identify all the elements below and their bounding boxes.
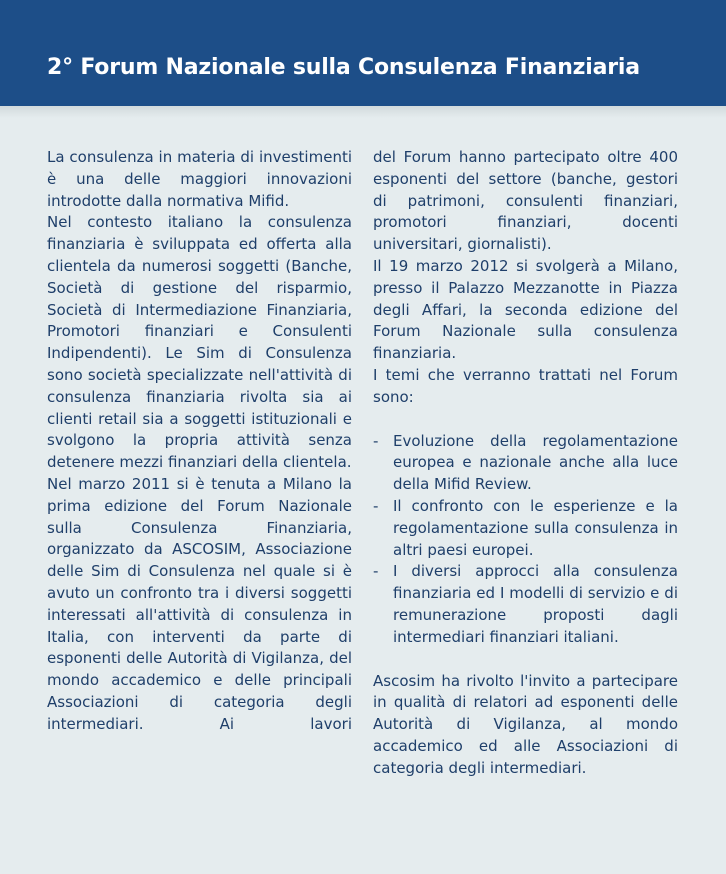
list-item-text: I diversi approcci alla consulenza finanziaria ed I modelli di servizio e di remunerazione proposti dagli intermediari finanziari italiani. bbox=[393, 562, 678, 646]
topics-list bbox=[373, 431, 678, 649]
page-header bbox=[0, 0, 726, 106]
paragraph: Il 19 marzo 2012 si svolgerà a Milano, presso il Palazzo Mezzanotte in Piazza degli Affari, la seconda edizione del Forum Nazionale sulla consulenza finanziaria. bbox=[373, 256, 678, 363]
paragraph: del Forum hanno partecipato oltre 400 esponenti del settore (banche, gestori di patrimoni, consulenti finanziari, promotori finanziari, docenti universitari, giornalisti). bbox=[373, 148, 678, 254]
list-item bbox=[373, 431, 678, 496]
list-item-text: Il confronto con le esperienze e la regolamentazione sulla consulenza in altri paesi europei. bbox=[393, 496, 678, 559]
right-column bbox=[373, 147, 678, 780]
dash-bullet: - bbox=[373, 562, 379, 581]
list-item-text: Evoluzione della regolamentazione europea e nazionale anche alla luce della Mifid Review. bbox=[393, 431, 678, 494]
spacer bbox=[373, 409, 678, 431]
paragraph: Nel contesto italiano la consulenza finanziaria è sviluppata ed offerta alla clientela da numerosi soggetti (Banche, Società di gestione del risparmio, Società di Intermediazione Finanziaria, Promotori finanziari e Consulenti Indipendenti). Le Sim di Consulenza sono società specializzate nell'attività di consulenza finanziaria rivolta sia ai clienti retail sia a soggetti istituzionali e svolgono la propria attività senza detenere mezzi finanziari della clientela. bbox=[47, 213, 352, 472]
dash-bullet: - bbox=[373, 431, 379, 450]
left-column bbox=[47, 147, 352, 736]
paragraph: Nel marzo 2011 si è tenuta a Milano la prima edizione del Forum Nazionale sulla Consulenza Finanziaria, organizzato da ASCOSIM, Associazione delle Sim di Consulenza nel quale si è avuto un confronto tra i diversi soggetti interessati all'attività di consulenza in Italia, con interventi da parte di esponenti delle Autorità di Vigilanza, del mondo accademico e delle principali Associazioni di categoria degli intermediari. Ai lavori bbox=[47, 474, 352, 733]
page-title: 2° Forum Nazionale sulla Consulenza Finanziaria bbox=[47, 55, 640, 80]
header-divider bbox=[0, 106, 726, 118]
list-item bbox=[373, 561, 678, 648]
paragraph: I temi che verranno trattati nel Forum sono: bbox=[373, 365, 678, 406]
dash-bullet: - bbox=[373, 496, 379, 515]
spacer bbox=[373, 649, 678, 671]
closing-paragraph: Ascosim ha rivolto l'invito a partecipare in qualità di relatori ad esponenti delle Autorità di Vigilanza, al mondo accademico ed alle Associazioni di categoria degli intermediari. bbox=[373, 671, 678, 777]
list-item bbox=[373, 496, 678, 561]
paragraph: La consulenza in materia di investimenti è una delle maggiori innovazioni introdotte dalla normativa Mifid. bbox=[47, 148, 352, 210]
